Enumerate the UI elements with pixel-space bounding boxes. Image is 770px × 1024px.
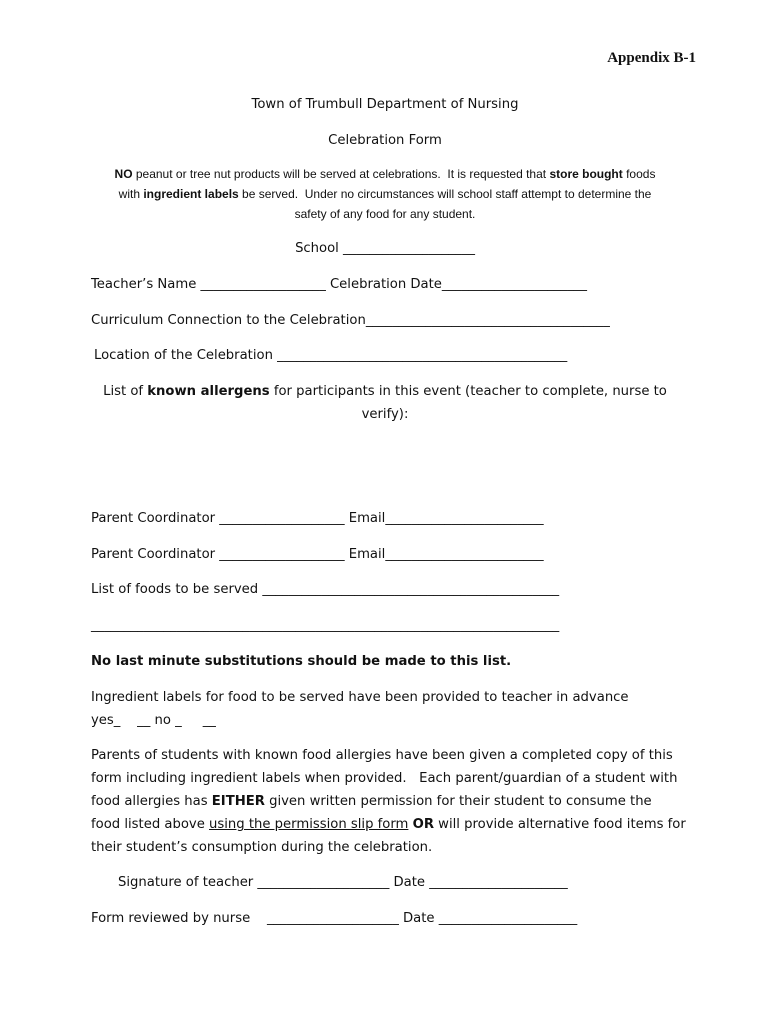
intro-line-2	[0, 184, 770, 204]
parents-text-3: food listed above	[91, 817, 210, 832]
intro-text-3: with	[118, 187, 144, 201]
parents-text-4: will provide alternative food items for	[433, 817, 686, 832]
intro-line-3: safety of any food for any student.	[294, 207, 476, 221]
parents-text-1: food allergies has	[91, 794, 212, 809]
allergens-known: known allergens	[147, 384, 270, 399]
parent-coordinator-2[interactable]: Parent Coordinator ___________________ Email________________________	[91, 547, 544, 562]
parents-para-1: Parents of students with known food allergies have been given a completed copy of this	[91, 748, 673, 763]
foods-extra-line[interactable]: _______________________________________________________________________	[91, 618, 560, 633]
form-name: Celebration Form	[328, 133, 442, 148]
parents-or: OR	[412, 817, 434, 832]
allergens-line-2: verify):	[361, 407, 409, 422]
page-title: Town of Trumbull Department of Nursing	[251, 97, 519, 112]
intro-text-1: peanut or tree nut products will be served at celebrations. It is requested that	[132, 167, 550, 181]
ingredient-yes-no[interactable]: yes_ __ no _ __	[91, 713, 216, 728]
teacher-signature-field[interactable]: Signature of teacher ____________________ Date _____________________	[118, 875, 568, 890]
foods-field[interactable]: List of foods to be served _____________________________________________	[91, 582, 560, 597]
location-field[interactable]: Location of the Celebration ____________________________________________	[94, 348, 568, 363]
parents-para-3	[91, 793, 652, 811]
ingredient-line-1: Ingredient labels for food to be served have been provided to teacher in advance	[91, 690, 629, 705]
intro-no: NO	[114, 167, 133, 181]
allergens-text-1: List of	[103, 384, 148, 399]
intro-store-bought: store bought	[549, 167, 623, 181]
school-field[interactable]: School ____________________	[295, 241, 475, 256]
no-substitutions-notice: No last minute substitutions should be made to this list.	[91, 654, 512, 669]
allergens-line-1	[0, 383, 770, 401]
parents-para-2: form including ingredient labels when provided. Each parent/guardian of a student with	[91, 771, 678, 786]
permission-slip-link[interactable]: using the permission slip form	[209, 817, 409, 832]
parent-coordinator-1[interactable]: Parent Coordinator ___________________ Email________________________	[91, 511, 544, 526]
teacher-name-field[interactable]: Teacher’s Name ___________________ Celebration Date______________________	[91, 277, 587, 292]
intro-text-4: be served. Under no circumstances will school staff attempt to determine the	[238, 187, 652, 201]
appendix-label: Appendix B-1	[607, 50, 696, 66]
curriculum-field[interactable]: Curriculum Connection to the Celebration_____________________________________	[91, 313, 610, 328]
parents-text-2: given written permission for their student to consume the	[264, 794, 652, 809]
nurse-review-field[interactable]: Form reviewed by nurse ____________________ Date _____________________	[91, 911, 578, 926]
parents-para-4	[91, 816, 686, 834]
parents-either: EITHER	[211, 794, 265, 809]
parents-para-5: their student’s consumption during the celebration.	[91, 840, 433, 855]
intro-line-1	[0, 164, 770, 184]
intro-text-2: foods	[622, 167, 656, 181]
intro-ingredient-labels: ingredient labels	[143, 187, 239, 201]
allergens-text-2: for participants in this event (teacher to complete, nurse to	[269, 384, 667, 399]
